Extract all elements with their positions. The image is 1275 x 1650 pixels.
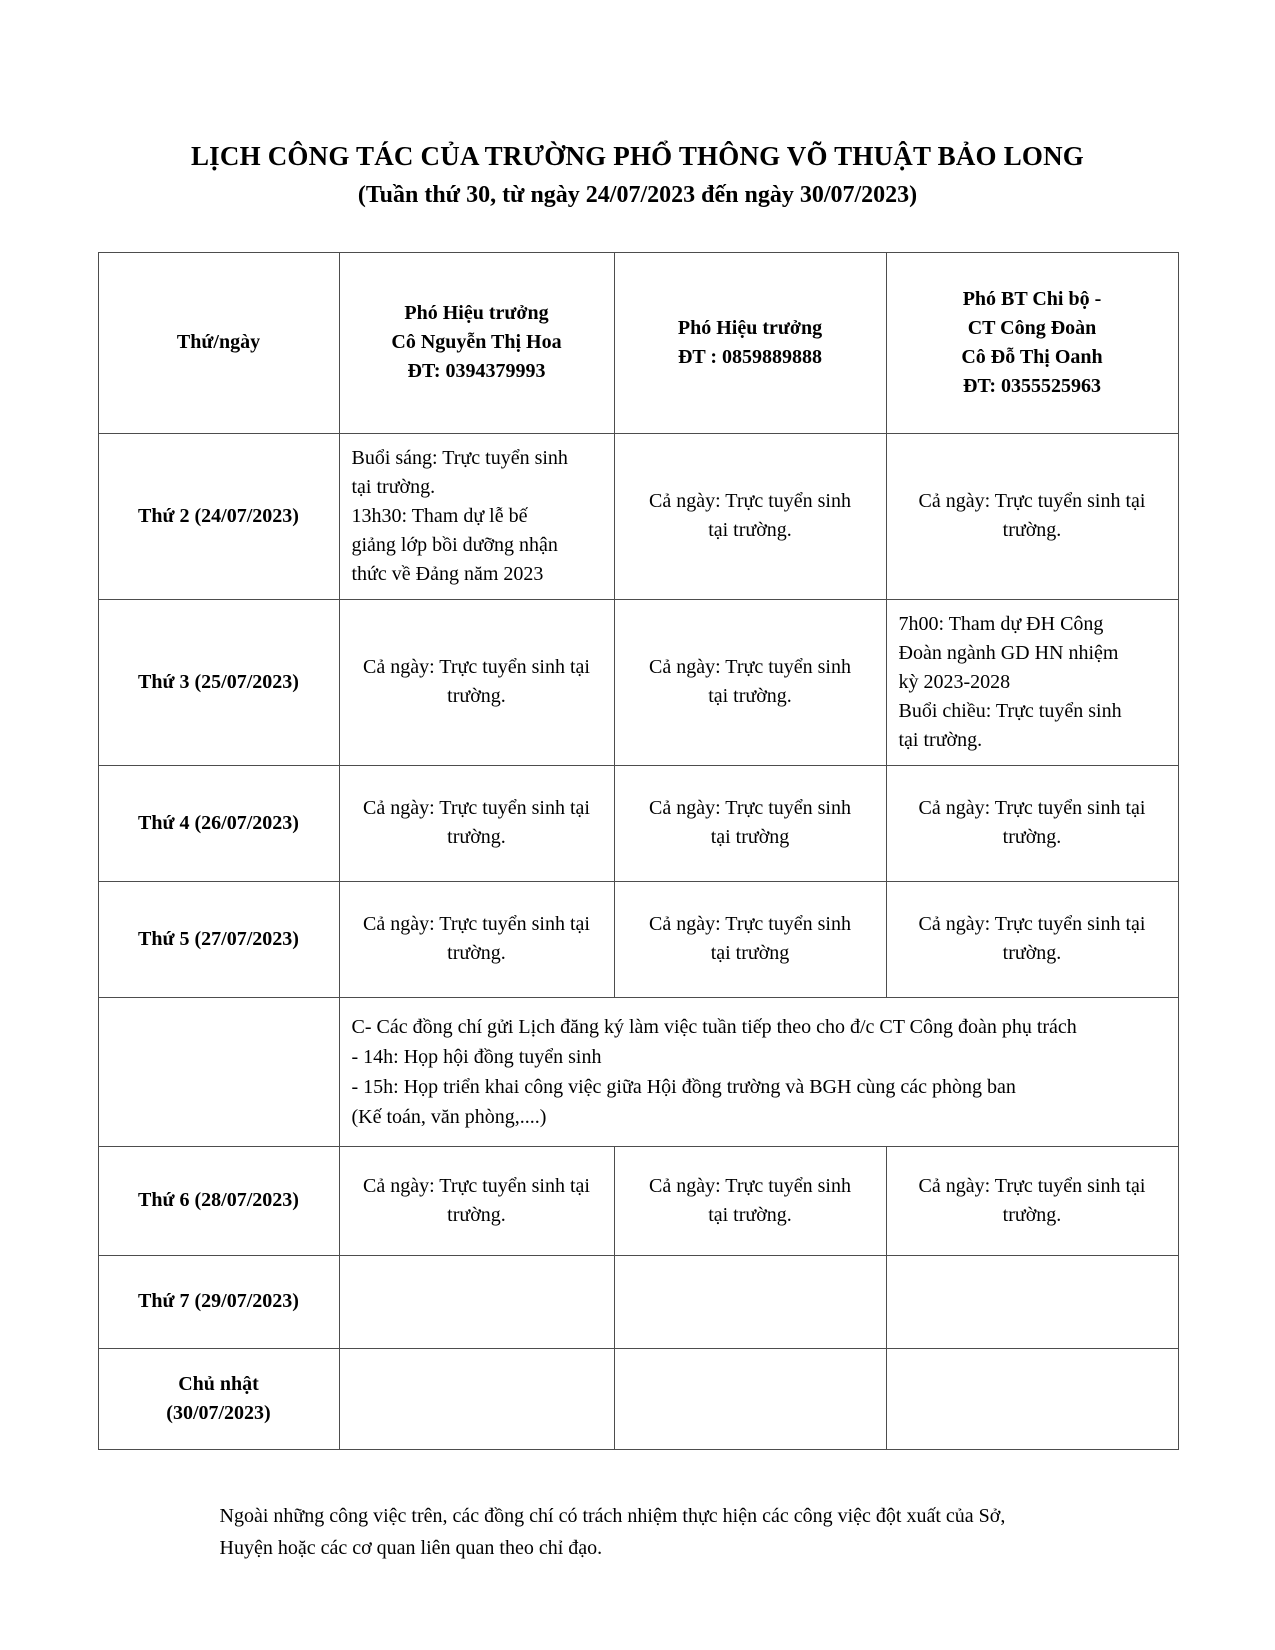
task-cell-monday-col3 bbox=[886, 433, 1178, 599]
task-line: Cả ngày: Trực tuyển sinh tại bbox=[363, 656, 590, 679]
day-cell-friday: Thứ 6 (28/07/2023) bbox=[98, 1146, 339, 1255]
task-line: Cả ngày: Trực tuyển sinh tại bbox=[363, 1174, 590, 1197]
task-line: trường. bbox=[447, 942, 506, 965]
header-cell-vice-principal bbox=[614, 252, 886, 433]
task-line: trường. bbox=[1002, 1203, 1062, 1226]
task-line: tại trường bbox=[710, 942, 790, 965]
task-line: tại trường. bbox=[351, 475, 436, 498]
task-line: trường. bbox=[447, 685, 506, 708]
header-day-label: Thứ/ngày bbox=[176, 331, 261, 354]
task-line: tại trường. bbox=[708, 519, 792, 542]
task-line: trường. bbox=[1002, 826, 1062, 849]
footer-note bbox=[138, 1450, 1138, 1564]
task-line: Cả ngày: Trực tuyển sinh tại bbox=[918, 1174, 1146, 1197]
task-line: tại trường. bbox=[708, 685, 792, 708]
task-line: tại trường. bbox=[708, 1203, 792, 1226]
header-col3-line4: ĐT: 0355525963 bbox=[963, 374, 1101, 397]
task-cell-friday-col3 bbox=[886, 1146, 1178, 1255]
schedule-table-wrapper bbox=[98, 210, 1178, 1450]
footer-line-1: Ngoài những công việc trên, các đồng chí có trách nhiệm thực hiện các công việc đột xuất của Sở, bbox=[219, 1504, 1006, 1527]
header-col3-line1: Phó BT Chi bộ - bbox=[962, 287, 1102, 310]
task-line: Cả ngày: Trực tuyển sinh tại bbox=[918, 797, 1146, 820]
task-line: trường. bbox=[447, 826, 506, 849]
header-col2-line1: Phó Hiệu trưởng bbox=[677, 316, 823, 339]
task-cell-monday-col1 bbox=[339, 433, 614, 599]
note-line: (Kế toán, văn phòng,....) bbox=[351, 1105, 547, 1128]
task-cell-sunday-col1 bbox=[339, 1348, 614, 1449]
task-line: giảng lớp bồi dưỡng nhận bbox=[351, 533, 558, 556]
notes-cell bbox=[339, 997, 1178, 1146]
task-cell-friday-col1 bbox=[339, 1146, 614, 1255]
task-cell-tuesday-col1 bbox=[339, 599, 614, 765]
day-cell-sunday bbox=[98, 1348, 339, 1449]
task-line: kỳ 2023-2028 bbox=[898, 670, 1011, 693]
task-cell-monday-col2 bbox=[614, 433, 886, 599]
task-cell-thursday-col2 bbox=[614, 881, 886, 997]
task-cell-friday-col2 bbox=[614, 1146, 886, 1255]
task-cell-saturday-col1 bbox=[339, 1255, 614, 1348]
task-cell-thursday-col1 bbox=[339, 881, 614, 997]
table-header-row bbox=[98, 252, 1178, 433]
task-line: Cả ngày: Trực tuyển sinh bbox=[649, 1174, 851, 1197]
header-col1-line2: Cô Nguyễn Thị Hoa bbox=[391, 331, 562, 354]
day-cell-notes-empty bbox=[98, 997, 339, 1146]
page-title: LỊCH CÔNG TÁC CỦA TRƯỜNG PHỔ THÔNG VÕ THUẬT BẢO LONG bbox=[190, 141, 1085, 171]
header-col1-line1: Phó Hiệu trưởng bbox=[404, 302, 549, 325]
header-cell-vice-principal-hoa bbox=[339, 252, 614, 433]
task-line: Cả ngày: Trực tuyển sinh bbox=[649, 656, 851, 679]
day-line: Chủ nhật bbox=[178, 1372, 259, 1395]
task-line: Cả ngày: Trực tuyển sinh tại bbox=[918, 913, 1146, 936]
table-row-notes bbox=[98, 997, 1178, 1146]
header-col2-line2: ĐT : 0859889888 bbox=[677, 345, 823, 368]
task-cell-wednesday-col3 bbox=[886, 765, 1178, 881]
task-cell-sunday-col3 bbox=[886, 1348, 1178, 1449]
task-cell-saturday-col2 bbox=[614, 1255, 886, 1348]
table-row bbox=[98, 1255, 1178, 1348]
task-line: thức về Đảng năm 2023 bbox=[351, 562, 544, 585]
task-line: trường. bbox=[1002, 519, 1062, 542]
table-row bbox=[98, 1348, 1178, 1449]
table-row bbox=[98, 1146, 1178, 1255]
header-cell-day bbox=[98, 252, 339, 433]
task-line: Cả ngày: Trực tuyển sinh bbox=[649, 490, 851, 513]
task-line: Cả ngày: Trực tuyển sinh tại bbox=[363, 913, 590, 936]
task-line: Buổi sáng: Trực tuyển sinh bbox=[351, 446, 568, 469]
task-cell-sunday-col2 bbox=[614, 1348, 886, 1449]
note-line: C- Các đồng chí gửi Lịch đăng ký làm việc tuần tiếp theo cho đ/c CT Công đoàn phụ trách bbox=[351, 1015, 1077, 1038]
title-block bbox=[0, 0, 1275, 210]
table-row bbox=[98, 881, 1178, 997]
task-cell-tuesday-col2 bbox=[614, 599, 886, 765]
task-cell-tuesday-col3 bbox=[886, 599, 1178, 765]
day-line: (30/07/2023) bbox=[166, 1401, 271, 1424]
task-line: Đoàn ngành GD HN nhiệm bbox=[898, 641, 1119, 664]
header-cell-union-chair-oanh bbox=[886, 252, 1178, 433]
task-cell-saturday-col3 bbox=[886, 1255, 1178, 1348]
task-line: tại trường. bbox=[898, 728, 983, 751]
task-line: tại trường bbox=[710, 826, 790, 849]
day-cell-wednesday: Thứ 4 (26/07/2023) bbox=[98, 765, 339, 881]
page-subtitle: (Tuần thứ 30, từ ngày 24/07/2023 đến ngày 30/07/2023) bbox=[357, 181, 918, 208]
task-line: Cả ngày: Trực tuyển sinh tại bbox=[918, 490, 1146, 513]
task-line: Cả ngày: Trực tuyển sinh bbox=[649, 797, 851, 820]
task-line: trường. bbox=[1002, 942, 1062, 965]
day-cell-saturday: Thứ 7 (29/07/2023) bbox=[98, 1255, 339, 1348]
note-line: - 14h: Họp hội đồng tuyển sinh bbox=[351, 1045, 602, 1068]
task-cell-wednesday-col1 bbox=[339, 765, 614, 881]
task-line: Cả ngày: Trực tuyển sinh bbox=[649, 913, 851, 936]
header-col3-line2: CT Công Đoàn bbox=[967, 316, 1097, 339]
task-line: Cả ngày: Trực tuyển sinh tại bbox=[363, 797, 590, 820]
table-row bbox=[98, 599, 1178, 765]
schedule-table bbox=[98, 252, 1179, 1450]
table-row bbox=[98, 765, 1178, 881]
header-col1-line3: ĐT: 0394379993 bbox=[407, 360, 546, 383]
task-cell-wednesday-col2 bbox=[614, 765, 886, 881]
task-cell-thursday-col3 bbox=[886, 881, 1178, 997]
note-line: - 15h: Họp triển khai công việc giữa Hội đồng trường và BGH cùng các phòng ban bbox=[351, 1075, 1016, 1098]
task-line: trường. bbox=[447, 1203, 506, 1226]
task-line: 13h30: Tham dự lễ bế bbox=[351, 504, 528, 527]
day-cell-monday: Thứ 2 (24/07/2023) bbox=[98, 433, 339, 599]
task-line: 7h00: Tham dự ĐH Công bbox=[898, 612, 1104, 635]
day-cell-thursday: Thứ 5 (27/07/2023) bbox=[98, 881, 339, 997]
header-col3-line3: Cô Đỗ Thị Oanh bbox=[961, 345, 1103, 368]
task-line: Buổi chiều: Trực tuyển sinh bbox=[898, 699, 1122, 722]
day-cell-tuesday: Thứ 3 (25/07/2023) bbox=[98, 599, 339, 765]
footer-line-2: Huyện hoặc các cơ quan liên quan theo chỉ đạo. bbox=[219, 1536, 603, 1559]
table-row bbox=[98, 433, 1178, 599]
